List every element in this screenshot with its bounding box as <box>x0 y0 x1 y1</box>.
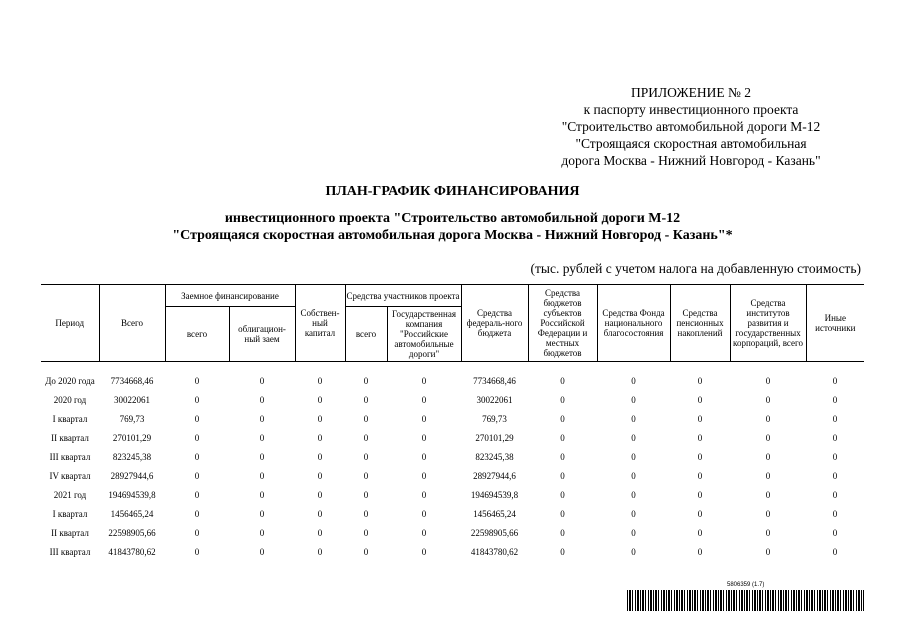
value-cell: 0 <box>631 432 636 443</box>
header-participants: Средства участников проекта <box>345 285 461 307</box>
value-cell: 0 <box>259 508 265 519</box>
value-cell: 0 <box>421 432 427 443</box>
value-cell: 0 <box>317 508 323 519</box>
value-cell: 0 <box>697 508 703 519</box>
units-note: (тыс. рублей с учетом налога на добавленную стоимость) <box>530 261 861 276</box>
value-cell: 28927944,6 <box>473 470 516 481</box>
value-cell: 0 <box>697 413 703 424</box>
value-cell: 0 <box>259 527 265 538</box>
value-cell: 1456465,24 <box>110 508 154 519</box>
appendix-line: "Строительство автомобильной дороги М-12 <box>561 119 821 134</box>
value-cell: 0 <box>560 413 565 424</box>
value-cell: 0 <box>832 546 838 557</box>
value-cell: 7734668,46 <box>110 375 154 386</box>
value-cell: 0 <box>259 546 265 557</box>
value-cell: 0 <box>317 470 323 481</box>
value-cell: 0 <box>421 413 427 424</box>
appendix-line: к паспорту инвестиционного проекта <box>583 102 799 117</box>
period-cell: До 2020 года <box>45 375 95 386</box>
header-federal: Средства федераль-ного бюджета <box>461 285 528 362</box>
value-cell: 0 <box>631 546 636 557</box>
appendix-heading: ПРИЛОЖЕНИЕ № 2 <box>630 85 752 100</box>
value-cell: 0 <box>765 432 771 443</box>
value-cell: 0 <box>765 394 771 405</box>
value-cell: 0 <box>765 489 771 500</box>
value-cell: 0 <box>832 432 838 443</box>
value-cell: 30022061 <box>476 394 513 405</box>
table-row <box>41 409 864 428</box>
value-cell: 0 <box>259 470 265 481</box>
value-cell: 0 <box>697 546 703 557</box>
value-cell: 0 <box>259 394 265 405</box>
value-cell: 0 <box>259 413 265 424</box>
period-cell: II квартал <box>51 432 89 443</box>
value-cell: 0 <box>697 375 703 386</box>
value-cell: 0 <box>697 489 703 500</box>
value-cell: 0 <box>765 546 771 557</box>
value-cell: 0 <box>421 451 427 462</box>
value-cell: 0 <box>765 451 771 462</box>
value-cell: 0 <box>560 527 565 538</box>
value-cell: 41843780,62 <box>470 546 519 557</box>
value-cell: 22598905,66 <box>470 527 519 538</box>
table-row <box>41 428 864 447</box>
value-cell: 0 <box>765 375 771 386</box>
appendix-line: "Строящаяся скоростная автомобильная <box>575 136 807 151</box>
value-cell: 0 <box>194 546 200 557</box>
value-cell: 0 <box>363 413 369 424</box>
value-cell: 0 <box>363 489 369 500</box>
value-cell: 0 <box>363 432 369 443</box>
value-cell: 0 <box>363 546 369 557</box>
value-cell: 0 <box>832 451 838 462</box>
financing-table <box>41 284 864 561</box>
value-cell: 30022061 <box>114 394 150 405</box>
value-cell: 0 <box>317 546 323 557</box>
value-cell: 28927944,6 <box>110 470 154 481</box>
value-cell: 0 <box>363 394 369 405</box>
value-cell: 0 <box>560 508 565 519</box>
table-row <box>41 523 864 542</box>
value-cell: 0 <box>194 527 200 538</box>
value-cell: 0 <box>832 413 838 424</box>
header-other: Иные источники <box>806 285 864 362</box>
value-cell: 0 <box>832 527 838 538</box>
value-cell: 0 <box>259 451 265 462</box>
subtitle-line: инвестиционного проекта "Строительство автомобильной дороги М-12 <box>224 211 681 226</box>
value-cell: 0 <box>631 413 636 424</box>
table-row <box>41 504 864 523</box>
value-cell: 0 <box>421 527 427 538</box>
value-cell: 0 <box>421 470 427 481</box>
document-title: ПЛАН-ГРАФИК ФИНАНСИРОВАНИЯ <box>325 184 580 199</box>
header-loan-bonds: облигацион-ный заем <box>229 307 295 362</box>
value-cell: 0 <box>697 527 703 538</box>
value-cell: 0 <box>697 470 703 481</box>
header-institutes: Средства институтов развития и государственных корпораций, всего <box>730 285 806 362</box>
header-nwf: Средства Фонда национального благосостояния <box>597 285 670 362</box>
header-loan: Заемное финансирование <box>165 285 295 307</box>
barcode-label: 5806359 (1.7) <box>727 582 765 588</box>
value-cell: 0 <box>631 451 636 462</box>
table-row <box>41 390 864 409</box>
value-cell: 0 <box>317 394 323 405</box>
value-cell: 0 <box>560 375 565 386</box>
value-cell: 0 <box>631 375 636 386</box>
value-cell: 0 <box>832 375 838 386</box>
value-cell: 270101,29 <box>475 432 514 443</box>
value-cell: 0 <box>697 432 703 443</box>
value-cell: 0 <box>317 451 323 462</box>
value-cell: 0 <box>363 470 369 481</box>
value-cell: 0 <box>194 470 200 481</box>
header-loan-total: всего <box>165 307 229 362</box>
value-cell: 0 <box>317 489 323 500</box>
value-cell: 0 <box>363 451 369 462</box>
value-cell: 0 <box>631 394 636 405</box>
period-cell: 2020 год <box>53 394 87 405</box>
value-cell: 0 <box>317 375 323 386</box>
value-cell: 0 <box>631 527 636 538</box>
value-cell: 0 <box>363 508 369 519</box>
period-cell: III квартал <box>49 546 91 557</box>
table-row <box>41 542 864 561</box>
header-own-capital: Собствен-ный капитал <box>295 285 345 362</box>
value-cell: 0 <box>697 394 703 405</box>
period-cell: I квартал <box>52 413 88 424</box>
header-participants-gk: Государственная компания "Российские автомобильные дороги" <box>387 307 461 362</box>
period-cell: I квартал <box>52 508 88 519</box>
value-cell: 7734668,46 <box>473 375 516 386</box>
value-cell: 1456465,24 <box>473 508 516 519</box>
value-cell: 0 <box>697 451 703 462</box>
value-cell: 0 <box>363 527 369 538</box>
value-cell: 0 <box>194 413 200 424</box>
value-cell: 0 <box>765 413 771 424</box>
value-cell: 0 <box>765 470 771 481</box>
period-cell: II квартал <box>51 527 89 538</box>
value-cell: 0 <box>631 470 636 481</box>
document-subtitle <box>0 210 905 244</box>
value-cell: 769,73 <box>482 413 507 424</box>
value-cell: 0 <box>560 470 565 481</box>
value-cell: 0 <box>421 394 427 405</box>
header-total: Всего <box>99 285 165 362</box>
value-cell: 823245,38 <box>475 451 514 462</box>
value-cell: 0 <box>631 508 636 519</box>
value-cell: 0 <box>765 508 771 519</box>
value-cell: 0 <box>421 508 427 519</box>
period-cell: III квартал <box>49 451 91 462</box>
value-cell: 0 <box>194 432 200 443</box>
table-body <box>41 362 864 562</box>
value-cell: 0 <box>259 432 265 443</box>
value-cell: 0 <box>194 375 200 386</box>
value-cell: 769,73 <box>119 413 145 424</box>
value-cell: 0 <box>194 394 200 405</box>
value-cell: 0 <box>560 489 565 500</box>
value-cell: 0 <box>194 508 200 519</box>
value-cell: 0 <box>832 508 838 519</box>
value-cell: 0 <box>363 375 369 386</box>
subtitle-line: "Строящаяся скоростная автомобильная дорога Москва - Нижний Новгород - Казань"* <box>172 228 733 243</box>
period-cell: IV квартал <box>49 470 91 481</box>
value-cell: 0 <box>560 451 565 462</box>
table-row <box>41 371 864 390</box>
value-cell: 0 <box>317 413 323 424</box>
value-cell: 0 <box>832 489 838 500</box>
value-cell: 823245,38 <box>112 451 152 462</box>
period-cell: 2021 год <box>53 489 87 500</box>
value-cell: 0 <box>560 546 565 557</box>
value-cell: 0 <box>560 394 565 405</box>
value-cell: 0 <box>631 489 636 500</box>
value-cell: 0 <box>832 394 838 405</box>
value-cell: 22598905,66 <box>108 527 156 538</box>
value-cell: 270101,29 <box>112 432 152 443</box>
value-cell: 0 <box>832 470 838 481</box>
value-cell: 194694539,8 <box>470 489 519 500</box>
header-participants-total: всего <box>345 307 387 362</box>
value-cell: 0 <box>194 451 200 462</box>
value-cell: 0 <box>560 432 565 443</box>
value-cell: 41843780,62 <box>108 546 156 557</box>
header-period: Период <box>41 285 99 362</box>
value-cell: 0 <box>421 546 427 557</box>
value-cell: 0 <box>317 432 323 443</box>
table-row <box>41 485 864 504</box>
value-cell: 0 <box>194 489 200 500</box>
value-cell: 0 <box>765 527 771 538</box>
value-cell: 0 <box>421 375 427 386</box>
value-cell: 194694539,8 <box>108 489 156 500</box>
barcode <box>627 590 864 611</box>
appendix-line: дорога Москва - Нижний Новгород - Казань" <box>561 153 821 168</box>
value-cell: 0 <box>259 375 265 386</box>
table-row <box>41 447 864 466</box>
appendix-block <box>541 84 841 169</box>
table-row <box>41 466 864 485</box>
value-cell: 0 <box>421 489 427 500</box>
header-regional: Средства бюджетов субъектов Российской Федерации и местных бюджетов <box>528 285 597 362</box>
value-cell: 0 <box>317 527 323 538</box>
header-pension: Средства пенсионных накоплений <box>670 285 730 362</box>
value-cell: 0 <box>259 489 265 500</box>
